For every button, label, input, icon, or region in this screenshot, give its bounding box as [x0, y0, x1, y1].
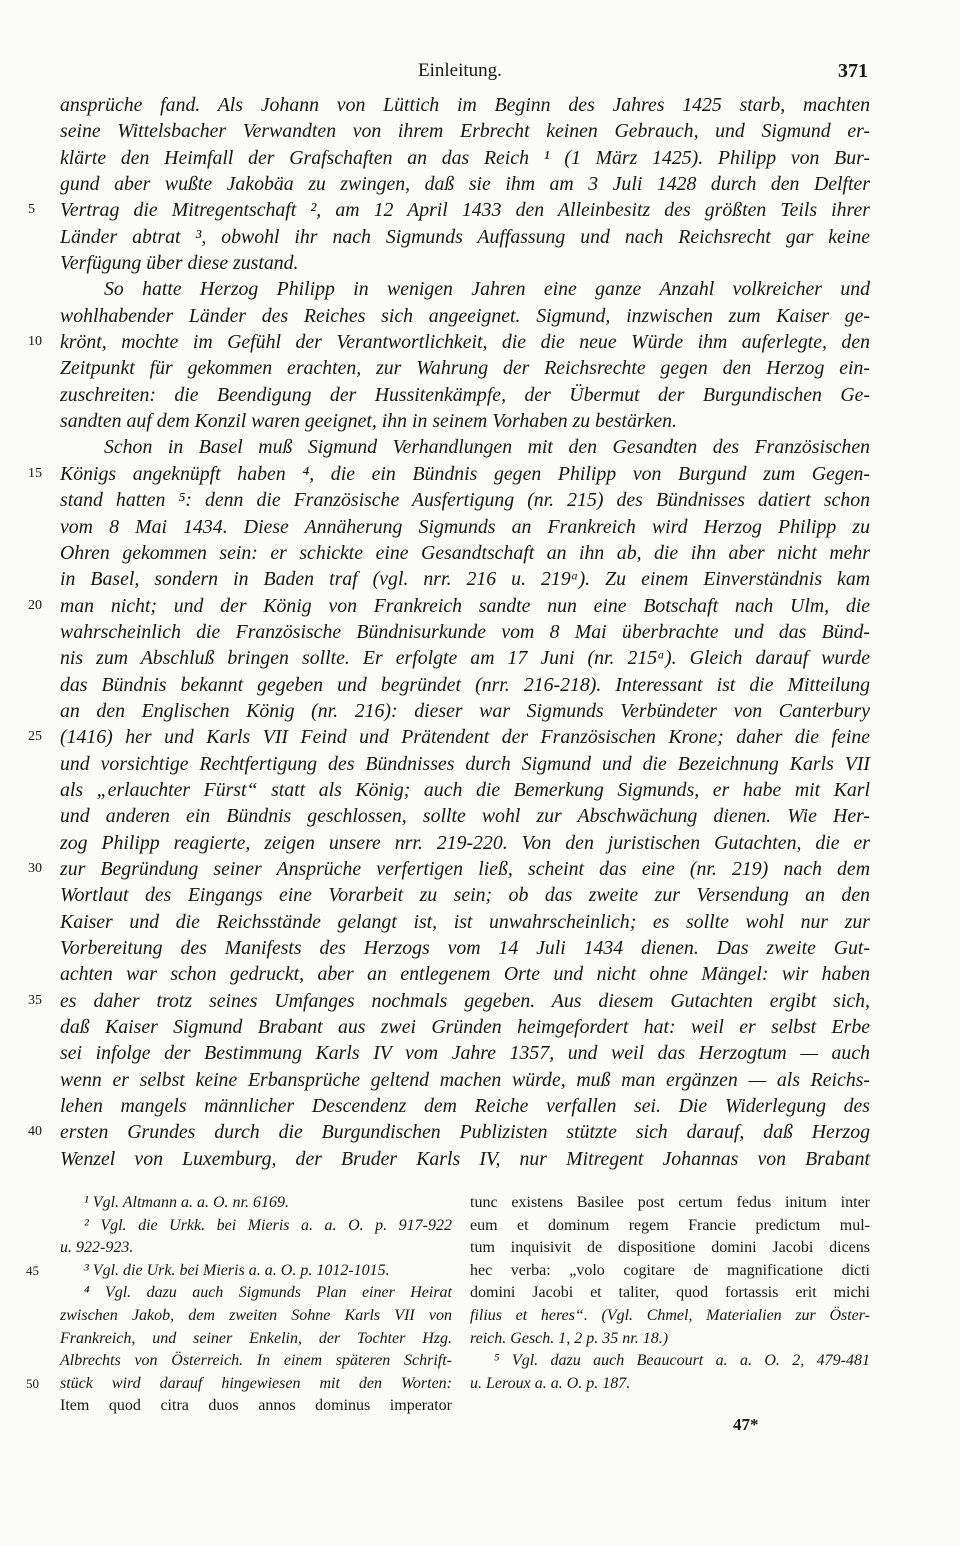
footnote-line [60, 1215, 452, 1238]
line-text: sei infolge der Bestimmung Karls IV vom Jahre 1357, und weil das Herzogtum — auch [60, 1042, 870, 1065]
line-number: 30 [28, 860, 42, 876]
footnote-line [60, 1328, 452, 1351]
text-line [28, 988, 870, 1014]
footnote-line [60, 1305, 452, 1328]
footnote-line [60, 1395, 452, 1418]
footnotes-left-column [26, 1192, 452, 1418]
text-line [60, 382, 870, 408]
line-text: stück wird darauf hingewiesen mit den Worten: [60, 1374, 452, 1392]
text-line [28, 593, 870, 619]
text-line [60, 751, 870, 777]
line-text: So hatte Herzog Philipp in wenigen Jahren eine ganze Anzahl volkreicher und [104, 278, 870, 301]
text-line [60, 909, 870, 935]
footnote-line [470, 1328, 870, 1351]
line-text: Vertrag die Mitregentschaft ², am 12 April 1433 den Alleinbesitz des größten Teils ihrer [60, 199, 870, 222]
text-line [60, 1040, 870, 1066]
text-line [60, 276, 870, 302]
footnotes-right-column [470, 1192, 870, 1395]
line-text: zur Begründung seiner Ansprüche verfertigen ließ, scheint das eine (nr. 219) nach dem [60, 857, 870, 880]
line-text: Wortlaut des Eingangs eine Vorarbeit zu sein; ob das zweite zur Versendung an den [60, 884, 870, 907]
text-line [28, 461, 870, 487]
line-text: wenn er selbst keine Erbansprüche geltend machen würde, muß man ergänzen — als Reichs- [60, 1068, 870, 1091]
line-text: und vorsichtige Rechtfertigung des Bündnisses durch Sigmund und die Bezeichnung Karls VII [60, 752, 870, 775]
main-text [28, 92, 870, 1172]
text-line [28, 197, 870, 223]
line-text: Zeitpunkt für gekommen erachten, zur Wahrung der Reichsrechte gegen den Herzog ein- [60, 357, 870, 380]
line-text: reich. Gesch. 1, 2 p. 35 nr. 18.) [470, 1329, 669, 1347]
text-line [60, 619, 870, 645]
line-text: an den Englischen König (nr. 216): dieser war Sigmunds Verbündeter von Canterbury [60, 699, 870, 722]
line-text: seine Wittelsbacher Verwandten von ihrem Erbrecht keinen Gebrauch, und Sigmund er- [60, 120, 870, 143]
line-text: das Bündnis bekannt gegeben und begründet (nrr. 216-218). Interessant ist die Mitteilung [60, 673, 870, 696]
line-text: wohlhabender Länder des Reiches sich angeeignet. Sigmund, inzwischen zum Kaiser ge- [60, 304, 870, 327]
line-text: tum inquisivit de dispositione domini Jacobi dicens [470, 1239, 870, 1257]
line-number: 5 [28, 202, 35, 218]
line-text: daß Kaiser Sigmund Brabant aus zwei Gründen heimgefordert hat: weil er selbst Erbe [60, 1016, 870, 1039]
line-text: ansprüche fand. Als Johann von Lüttich im Beginn des Jahres 1425 starb, machten [60, 94, 870, 116]
line-number: 50 [26, 1375, 39, 1391]
line-number: 20 [28, 597, 42, 613]
text-line [60, 882, 870, 908]
line-text: zuschreiten: die Beendigung der Hussitenkämpfe, der Übermut der Burgundischen Ge- [60, 383, 870, 406]
line-text: krönt, mochte im Gefühl der Verantwortlichkeit, die die neue Würde ihm auferlegte, den [60, 331, 870, 354]
line-text: ⁵ Vgl. dazu auch Beaucourt a. a. O. 2, 479-481 [494, 1352, 870, 1370]
line-number: 45 [26, 1262, 39, 1278]
text-line [60, 540, 870, 566]
line-text: Königs angeknüpft haben ⁴, die ein Bündnis gegen Philipp von Burgund zum Gegen- [60, 462, 870, 485]
footnote-line [60, 1350, 452, 1373]
footnote-line [470, 1260, 870, 1283]
text-line [28, 1119, 870, 1145]
text-line [60, 355, 870, 381]
footnote-line [470, 1192, 870, 1215]
line-text: man nicht; und der König von Frankreich sandte nun eine Botschaft nach Ulm, die [60, 594, 870, 617]
line-text: in Basel, sondern in Baden traf (vgl. nrr. 216 u. 219ᵃ). Zu einem Einverständnis kam [60, 568, 870, 591]
footnote-line [470, 1373, 870, 1396]
line-text: sandten auf dem Konzil waren geeignet, ihn in seinem Vorhaben zu bestärken. [60, 410, 677, 433]
text-line [60, 803, 870, 829]
line-text: ² Vgl. die Urkk. bei Mieris a. a. O. p. 917-922 [84, 1216, 452, 1234]
line-number: 35 [28, 992, 42, 1008]
text-line [60, 961, 870, 987]
footnote-line [60, 1192, 452, 1215]
text-line [60, 645, 870, 671]
footnote-line [470, 1282, 870, 1305]
line-number: 25 [28, 729, 42, 745]
line-number: 40 [28, 1124, 42, 1140]
line-text: Kaiser und die Reichsstände gelangt ist, ist unwahrscheinlich; es sollte wohl nur zur [60, 910, 870, 933]
line-text: filius et heres“. (Vgl. Chmel, Materialien zur Öster- [470, 1306, 870, 1324]
line-text: hec verba: „volo cogitare de magnificatione dicti [470, 1261, 870, 1279]
line-text: vom 8 Mai 1434. Diese Annäherung Sigmunds an Frankreich wird Herzog Philipp zu [60, 515, 870, 538]
page-number: 371 [838, 60, 868, 82]
line-text: ⁴ Vgl. dazu auch Sigmunds Plan einer Heirat [84, 1284, 452, 1302]
line-text: domini Jacobi et taliter, quod fortassis erit michi [470, 1284, 870, 1302]
line-text: ¹ Vgl. Altmann a. a. O. nr. 6169. [84, 1194, 289, 1211]
line-text: stand hatten ⁵: denn die Französische Ausfertigung (nr. 215) des Bündnisses datiert schon [60, 489, 870, 512]
line-text: es daher trotz seines Umfanges nochmals gegeben. Aus diesem Gutachten ergibt sich, [60, 989, 870, 1012]
text-line [60, 1093, 870, 1119]
text-line [60, 830, 870, 856]
footnote-line [60, 1282, 452, 1305]
text-line [60, 145, 870, 171]
text-line [60, 566, 870, 592]
text-line [60, 698, 870, 724]
line-number: 10 [28, 334, 42, 350]
text-line [60, 1146, 870, 1172]
text-line [60, 514, 870, 540]
footnote-line [470, 1237, 870, 1260]
text-line [60, 1067, 870, 1093]
line-text: Frankreich, und seiner Enkelin, der Tochter Hzg. [60, 1329, 452, 1347]
line-text: u. 922-923. [60, 1239, 134, 1257]
line-text: ersten Grundes durch die Burgundischen Publizisten stützte sich darauf, daß Herzog [60, 1121, 870, 1144]
text-line [28, 329, 870, 355]
line-text: klärte den Heimfall der Grafschaften an das Reich ¹ (1 März 1425). Philipp von Bur- [60, 146, 870, 169]
line-number: 15 [28, 465, 42, 481]
line-text: zwischen Jakob, dem zweiten Sohne Karls VII von [60, 1306, 452, 1324]
line-text: wahrscheinlich die Französische Bündnisurkunde vom 8 Mai überbrachte und das Bünd- [60, 620, 870, 643]
line-text: eum et dominum regem Francie predictum mul- [470, 1216, 870, 1234]
line-text: Item quod citra duos annos dominus imperator [60, 1397, 452, 1415]
text-line [60, 171, 870, 197]
text-line [60, 434, 870, 460]
line-text: zog Philipp reagierte, zeigen unsere nrr. 219-220. Von den juristischen Gutachten, die er [60, 831, 870, 854]
line-text: Wenzel von Luxemburg, der Bruder Karls IV, nur Mitregent Johannas von Brabant [60, 1147, 870, 1170]
footnote-line [60, 1237, 452, 1260]
footnote-divider [0, 1176, 960, 1188]
text-line [60, 1014, 870, 1040]
sheet-signature: 47* [733, 1415, 759, 1434]
text-line [60, 118, 870, 144]
footnote-line [26, 1373, 452, 1396]
line-text: Albrechts von Österreich. In einem späteren Schrift- [60, 1352, 452, 1370]
text-line [28, 856, 870, 882]
text-line [60, 672, 870, 698]
line-text: u. Leroux a. a. O. p. 187. [470, 1374, 631, 1392]
footnote-line [26, 1260, 452, 1283]
text-line [60, 487, 870, 513]
line-text: achten war schon gedruckt, aber an entlegenem Orte und nicht ohne Mängel: wir haben [60, 963, 870, 986]
line-text: lehen mangels männlicher Descendenz dem Reiche verfallen sei. Die Widerlegung des [60, 1095, 870, 1118]
running-title: Einleitung. [418, 60, 502, 81]
line-text: Schon in Basel muß Sigmund Verhandlungen mit den Gesandten des Französischen [104, 436, 870, 459]
text-line [28, 724, 870, 750]
text-line [60, 92, 870, 118]
line-text: (1416) her und Karls VII Feind und Prätendent der Französischen Krone; daher die feine [60, 726, 870, 749]
line-text: gund aber wußte Jakobäa zu zwingen, daß sie ihm am 3 Juli 1428 durch den Delfter [60, 173, 870, 196]
line-text: und anderen ein Bündnis geschlossen, sollte wohl zur Abschwächung dienen. Wie Her- [60, 805, 870, 828]
text-line [60, 408, 870, 434]
line-text: Länder abtrat ³, obwohl ihr nach Sigmunds Auffassung und nach Reichsrecht gar keine [60, 225, 870, 248]
line-text: ³ Vgl. die Urk. bei Mieris a. a. O. p. 1012-1015. [84, 1261, 390, 1279]
running-head [0, 60, 960, 86]
text-line [60, 935, 870, 961]
line-text: tunc existens Basilee post certum fedus initum inter [470, 1194, 870, 1211]
line-text: nis zum Abschluß bringen sollte. Er erfolgte am 17 Juni (nr. 215ᵃ). Gleich darauf wurde [60, 647, 870, 670]
text-line [60, 303, 870, 329]
footnote-line [470, 1350, 870, 1373]
text-line [60, 224, 870, 250]
text-line [60, 250, 870, 276]
line-text: Ohren gekommen sein: er schickte eine Gesandtschaft an ihn ab, die ihn aber nicht mehr [60, 541, 870, 564]
line-text: Vorbereitung des Manifests des Herzogs vom 14 Juli 1434 dienen. Das zweite Gut- [60, 937, 870, 959]
line-text: Verfügung über diese zustand. [60, 252, 299, 275]
footnote-line [470, 1215, 870, 1238]
text-line [60, 777, 870, 803]
footnote-line [470, 1305, 870, 1328]
line-text: als „erlauchter Fürst“ statt als König; auch die Bemerkung Sigmunds, er habe mit Karl [60, 778, 870, 801]
